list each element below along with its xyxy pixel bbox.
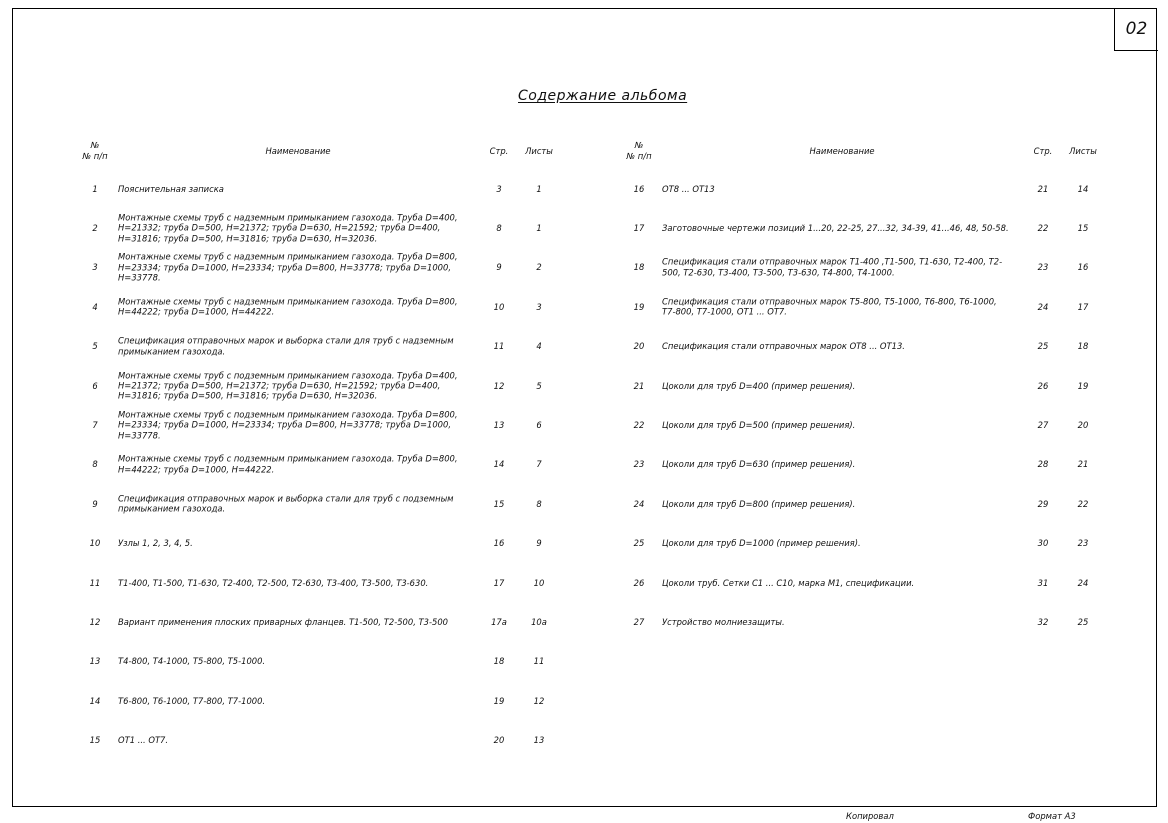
row-number: 17 bbox=[633, 223, 645, 234]
row-number: 10 bbox=[89, 538, 101, 549]
row-sheet: 16 bbox=[1077, 262, 1089, 273]
table-row bbox=[624, 208, 1104, 247]
row-page: 26 bbox=[1037, 380, 1049, 391]
row-page: 14 bbox=[493, 459, 505, 470]
row-number: 18 bbox=[633, 262, 645, 273]
table-row bbox=[80, 642, 560, 681]
row-name: Пояснительная записка bbox=[118, 183, 224, 194]
row-name: Цоколи для труб D=400 (пример решения). bbox=[662, 380, 856, 391]
table-row bbox=[624, 169, 1104, 208]
row-sheet: 8 bbox=[536, 498, 542, 509]
table-row bbox=[80, 720, 560, 759]
row-page: 28 bbox=[1037, 459, 1049, 470]
row-sheet: 5 bbox=[536, 380, 542, 391]
row-name: ОТ8 ... ОТ13 bbox=[662, 183, 715, 194]
page-header: Стр. bbox=[1033, 146, 1053, 156]
row-page: 31 bbox=[1037, 577, 1049, 588]
row-sheet: 3 bbox=[536, 301, 542, 312]
row-sheet: 24 bbox=[1077, 577, 1089, 588]
row-number: 5 bbox=[92, 341, 98, 352]
row-sheet: 4 bbox=[536, 341, 542, 352]
row-sheet: 14 bbox=[1077, 183, 1089, 194]
page-header: Стр. bbox=[489, 146, 509, 156]
row-sheet: 7 bbox=[536, 459, 542, 470]
table-row bbox=[80, 169, 560, 208]
row-page: 27 bbox=[1037, 420, 1049, 431]
row-sheet: 22 bbox=[1077, 498, 1089, 509]
row-number: 3 bbox=[92, 262, 98, 273]
table-row bbox=[624, 405, 1104, 444]
row-page: 17 bbox=[493, 577, 505, 588]
table-row bbox=[624, 287, 1104, 326]
name-header: Наименование bbox=[809, 146, 875, 156]
row-number: 12 bbox=[89, 616, 101, 627]
row-name: Цоколи для труб D=500 (пример решения). bbox=[662, 419, 856, 430]
row-name: Цоколи труб. Сетки С1 ... С10, марка М1, спецификации. bbox=[662, 577, 915, 588]
table-row bbox=[80, 248, 560, 287]
row-number: 19 bbox=[633, 301, 645, 312]
row-sheet: 10а bbox=[531, 616, 547, 627]
table-row bbox=[80, 602, 560, 641]
row-name: Т1-400, Т1-500, Т1-630, Т2-400, Т2-500, Т2-630, Т3-400, Т3-500, Т3-630. bbox=[118, 577, 429, 588]
row-name: Монтажные схемы труб с надземным примыканием газохода. Труба D=800, H=44222; труба D=1000, H=44222. bbox=[118, 296, 458, 317]
row-number: 1 bbox=[92, 183, 98, 194]
row-sheet: 13 bbox=[533, 735, 545, 746]
row-number: 15 bbox=[89, 735, 101, 746]
table-row bbox=[80, 208, 560, 247]
row-number: 4 bbox=[92, 301, 98, 312]
row-number: 9 bbox=[92, 498, 98, 509]
row-number: 22 bbox=[633, 420, 645, 431]
row-page: 24 bbox=[1037, 301, 1049, 312]
row-sheet: 1 bbox=[536, 223, 542, 234]
row-sheet: 6 bbox=[536, 420, 542, 431]
row-number: 24 bbox=[633, 498, 645, 509]
table-row bbox=[80, 327, 560, 366]
sheets-header: Листы bbox=[1069, 146, 1097, 156]
row-name: Спецификация стали отправочных марок ОТ8 ... ОТ13. bbox=[662, 341, 905, 352]
sheet-number: 02 bbox=[1114, 8, 1158, 51]
row-number: 13 bbox=[89, 656, 101, 667]
table-row bbox=[624, 366, 1104, 405]
row-page: 25 bbox=[1037, 341, 1049, 352]
row-name: ОТ1 ... ОТ7. bbox=[118, 734, 169, 745]
table-row bbox=[624, 248, 1104, 287]
row-page: 23 bbox=[1037, 262, 1049, 273]
row-sheet: 19 bbox=[1077, 380, 1089, 391]
row-page: 22 bbox=[1037, 223, 1049, 234]
row-name: Т4-800, Т4-1000, Т5-800, Т5-1000. bbox=[118, 656, 266, 667]
table-row bbox=[624, 484, 1104, 523]
table-row bbox=[624, 445, 1104, 484]
row-name: Монтажные схемы труб с подземным примыканием газохода. Труба D=400, H=21372; труба D=500, H=21372; труба D=630, H=21592; труба D=400, H=31816; труба D=500, H=31816; труба D=630, H=32036. bbox=[118, 370, 458, 401]
table-row bbox=[624, 524, 1104, 563]
row-sheet: 21 bbox=[1077, 459, 1089, 470]
row-name: Устройство молниезащиты. bbox=[662, 616, 785, 627]
table-header bbox=[624, 140, 1104, 164]
row-page: 29 bbox=[1037, 498, 1049, 509]
row-sheet: 15 bbox=[1077, 223, 1089, 234]
row-sheet: 18 bbox=[1077, 341, 1089, 352]
contents-table-left bbox=[80, 140, 560, 760]
row-sheet: 2 bbox=[536, 262, 542, 273]
row-sheet: 17 bbox=[1077, 301, 1089, 312]
table-row bbox=[624, 563, 1104, 602]
row-name: Цоколи для труб D=630 (пример решения). bbox=[662, 459, 856, 470]
row-page: 9 bbox=[496, 262, 502, 273]
row-page: 19 bbox=[493, 695, 505, 706]
row-name: Монтажные схемы труб с подземным примыканием газохода. Труба D=800, H=44222; труба D=1000, H=44222. bbox=[118, 454, 458, 475]
row-number: 6 bbox=[92, 380, 98, 391]
row-number: 11 bbox=[89, 577, 101, 588]
row-sheet: 20 bbox=[1077, 420, 1089, 431]
row-page: 16 bbox=[493, 538, 505, 549]
row-page: 32 bbox=[1037, 616, 1049, 627]
row-name: Узлы 1, 2, 3, 4, 5. bbox=[118, 538, 193, 548]
table-row bbox=[624, 602, 1104, 641]
num-header: № № п/п bbox=[82, 140, 108, 161]
row-sheet: 1 bbox=[536, 183, 542, 194]
table-row bbox=[624, 327, 1104, 366]
row-name: Спецификация отправочных марок и выборка стали для труб с подземным примыканием газохода. bbox=[118, 493, 454, 514]
row-number: 25 bbox=[633, 538, 645, 549]
row-number: 8 bbox=[92, 459, 98, 470]
table-row bbox=[80, 366, 560, 405]
row-page: 30 bbox=[1037, 538, 1049, 549]
row-page: 15 bbox=[493, 498, 505, 509]
row-name: Спецификация отправочных марок и выборка стали для труб с надземным примыканием газохода. bbox=[118, 335, 454, 357]
page-title: Содержание альбома bbox=[518, 88, 688, 104]
contents-table-right bbox=[624, 140, 1104, 642]
row-number: 20 bbox=[633, 341, 645, 352]
row-page: 20 bbox=[493, 735, 505, 746]
row-sheet: 9 bbox=[536, 538, 542, 549]
row-name: Цоколи для труб D=800 (пример решения). bbox=[662, 498, 856, 509]
row-number: 27 bbox=[633, 616, 645, 627]
table-row bbox=[80, 681, 560, 720]
row-name: Монтажные схемы труб с надземным примыканием газохода. Труба D=400, H=21332; труба D=500, H=21372; труба D=630, H=21592; труба D=400, H=31816; труба D=500, H=31816; труба D=630, H=32036. bbox=[118, 212, 458, 244]
table-row bbox=[80, 563, 560, 602]
row-number: 23 bbox=[633, 459, 645, 470]
table-body bbox=[80, 169, 560, 760]
copied-label: Копировал bbox=[846, 811, 894, 821]
table-body bbox=[624, 169, 1104, 642]
row-name: Т6-800, Т6-1000, Т7-800, Т7-1000. bbox=[118, 695, 266, 706]
row-page: 18 bbox=[493, 656, 505, 667]
row-name: Спецификация стали отправочных марок Т5-800, Т5-1000, Т6-800, Т6-1000, Т7-800, Т7-1000, ОТ1 ... ОТ7. bbox=[662, 296, 997, 317]
row-number: 26 bbox=[633, 577, 645, 588]
row-page: 12 bbox=[493, 380, 505, 391]
row-number: 14 bbox=[89, 695, 101, 706]
table-row bbox=[80, 445, 560, 484]
row-name: Цоколи для труб D=1000 (пример решения). bbox=[662, 538, 861, 548]
row-sheet: 23 bbox=[1077, 538, 1089, 549]
num-header: № № п/п bbox=[626, 140, 652, 161]
table-row bbox=[80, 484, 560, 523]
row-page: 3 bbox=[496, 183, 502, 194]
row-number: 16 bbox=[633, 183, 645, 194]
row-sheet: 11 bbox=[533, 656, 545, 667]
row-number: 21 bbox=[633, 380, 645, 391]
name-header: Наименование bbox=[265, 146, 331, 156]
row-name: Спецификация стали отправочных марок Т1-400 ,Т1-500, Т1-630, Т2-400, Т2-500, Т2-630, Т3-400, Т3-500, Т3-630, Т4-800, Т4-1000. bbox=[662, 257, 1003, 278]
format-label: Формат А3 bbox=[1028, 811, 1076, 821]
row-number: 7 bbox=[92, 420, 98, 431]
table-row bbox=[80, 524, 560, 563]
row-page: 10 bbox=[493, 301, 505, 312]
row-page: 8 bbox=[496, 223, 502, 234]
row-name: Заготовочные чертежи позиций 1...20, 22-25, 27...32, 34-39, 41...46, 48, 50-58. bbox=[662, 222, 1009, 233]
row-page: 21 bbox=[1037, 183, 1049, 194]
row-page: 11 bbox=[493, 341, 505, 352]
row-sheet: 25 bbox=[1077, 616, 1089, 627]
row-page: 17а bbox=[491, 616, 507, 627]
sheets-header: Листы bbox=[525, 146, 553, 156]
row-name: Монтажные схемы труб с надземным примыканием газохода. Труба D=800, H=23334; труба D=1000, H=23334; труба D=800, H=33778; труба D=1000, H=33778. bbox=[118, 251, 458, 283]
row-number: 2 bbox=[92, 223, 98, 234]
table-row bbox=[80, 287, 560, 326]
row-name: Вариант применения плоских приварных фланцев. Т1-500, Т2-500, Т3-500 bbox=[118, 616, 448, 627]
row-sheet: 10 bbox=[533, 577, 545, 588]
table-row bbox=[80, 405, 560, 444]
row-sheet: 12 bbox=[533, 695, 545, 706]
row-page: 13 bbox=[493, 420, 505, 431]
row-name: Монтажные схемы труб с подземным примыканием газохода. Труба D=800, H=23334; труба D=1000, H=23334; труба D=800, H=33778; труба D=1000, H=33778. bbox=[118, 409, 458, 441]
table-header bbox=[80, 140, 560, 164]
